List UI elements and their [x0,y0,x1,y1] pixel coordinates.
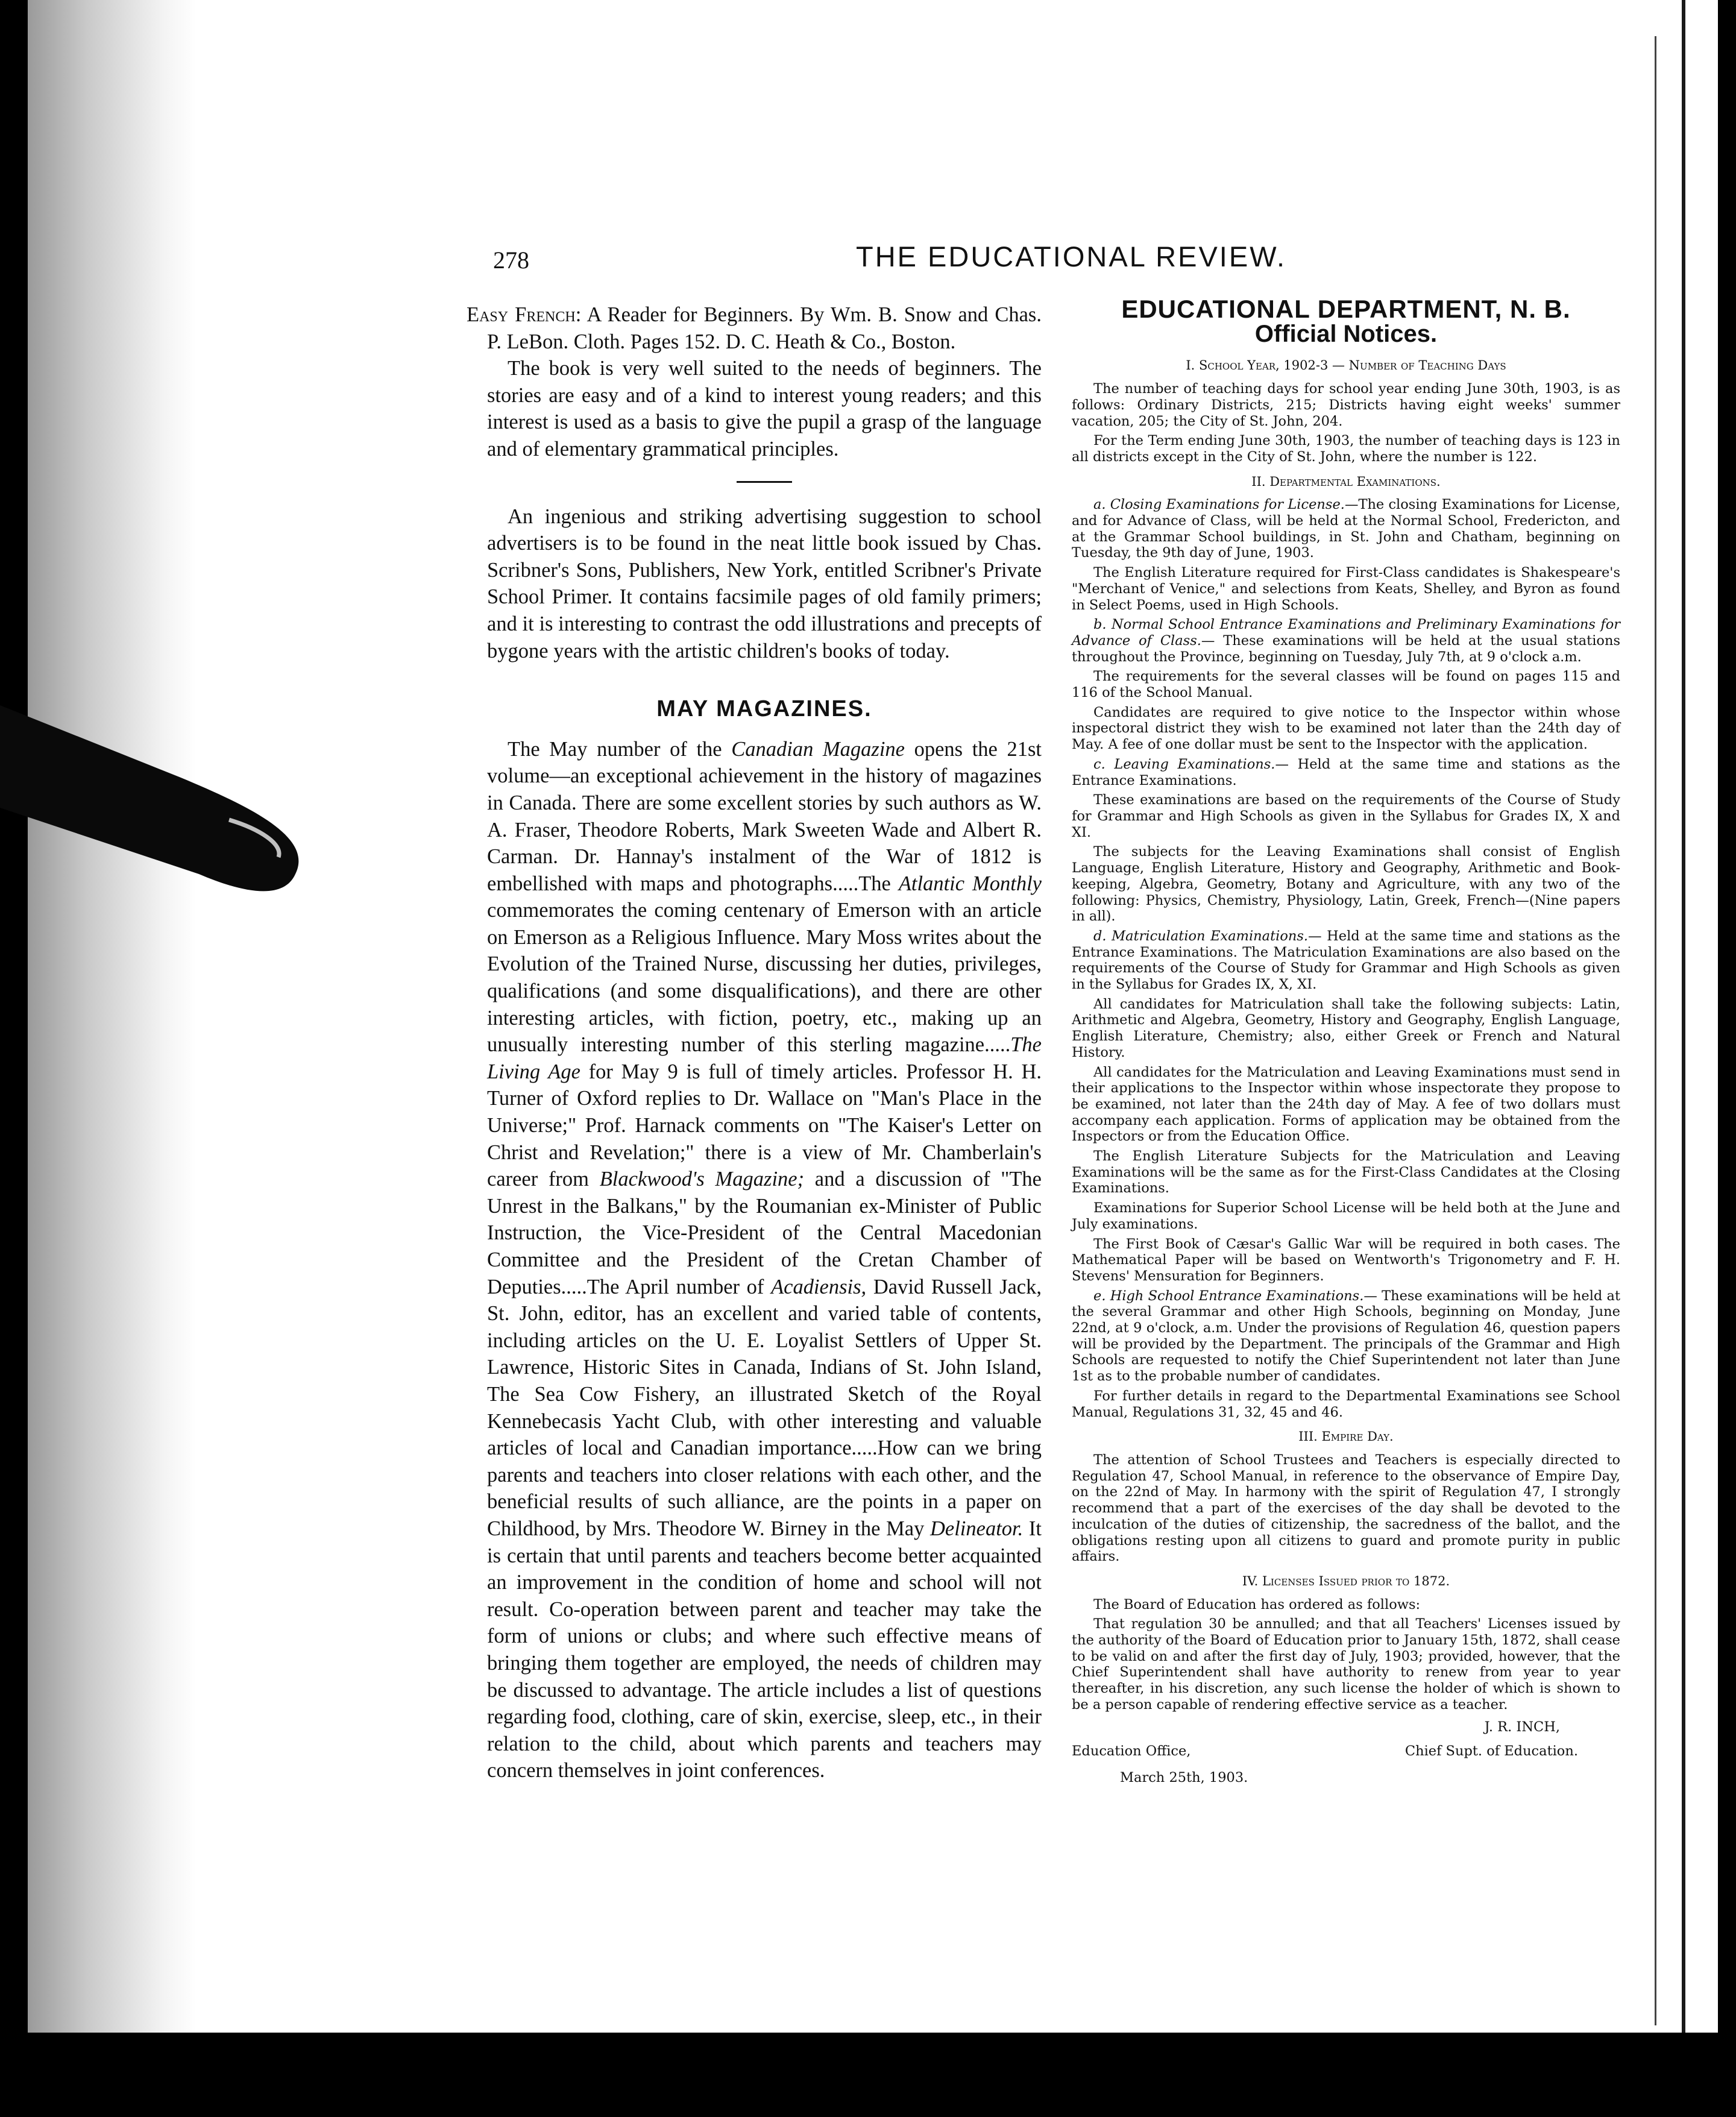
mag-text: for May 9 is full of timely articles. Professor H. H. Turner of Oxford replies to Dr. Wallace on "Man's Place in the Universe;" Prof. Harnack comments on "The Kaiser's Letter on Christ and Revelation;" there is a view of Mr. Chamberlain's career from [487,1060,1042,1191]
notice-paragraph [1072,617,1620,665]
item-text: —The closing Examinations for License, and for Advance of Class, will be held at the Normal School, Fredericton, and at the Grammar School buildings, in St. John and Chatham, beginning on Tuesday, the 9th day of June, 1903. [1072,497,1620,561]
mag-text: David Russell Jack, St. John, editor, has an excellent and varied table of contents, including articles on the U. E. Loyalist Settlers of Upper St. Lawrence, Historic Sites in Canada, Indians of St. John Island, The Sea Cow Fishery, an illustrated Sketch of the Royal Kennebecasis Yacht Club, with other interesting and valuable articles of local and Canadian importance.....How can we bring parents and teachers into closer relations with each other, and the beneficial results of such alliance, are the points in a paper on Childhood, by Mrs. Theodore W. Birney in the May [487,1275,1042,1540]
notice-paragraph: The Board of Education has ordered as follows: [1093,1596,1421,1612]
mag-title: Delineator. [929,1517,1024,1540]
notice-paragraph: The English Literature required for First-Class candidates is Shakespeare's "Merchant of Venice," and selections from Keats, Shelley, and Byron as found in Select Poems, used in High Schools. [1072,565,1620,613]
mag-title: Blackwood's Magazine; [599,1168,805,1191]
notice-paragraph [1072,1288,1620,1385]
section-heading: III. Empire Day. [1298,1429,1394,1444]
signature-name: J. R. INCH, [1484,1719,1560,1735]
notice-paragraph: For further details in regard to the Departmental Examinations see School Manual, Regulations 31, 32, 45 and 46. [1072,1388,1620,1420]
notice-paragraph: For the Term ending June 30th, 1903, the number of teaching days is 123 in all districts except in the City of St. John, where the number is 122. [1072,433,1620,465]
item-label: a. Closing Examinations for License. [1093,497,1345,513]
notice-paragraph: All candidates for the Matriculation and Leaving Examinations must send in their applications to the Inspector within whose inspectorate they propose to be examined, not later than the 24th day of May. A fee of two dollars must accompany each application. Forms of application may be obtained from the Inspectors or from the Education Office. [1072,1064,1620,1145]
running-head: THE EDUCATIONAL REVIEW. [856,241,1287,272]
magazines-heading: MAY MAGAZINES. [656,696,872,722]
department-subtitle: Official Notices. [1254,320,1438,347]
item-text: — These examinations will be held at the several Grammar and other High Schools, beginning on Monday, June 22nd, at 9 o'clock, a.m. Under the provisions of Regulation 46, question papers will be provided by the Department. The principals of the Grammar and High Schools are requested to notify the Chief Superintendent not later than June 1st as to the probable number of candidates. [1072,1288,1620,1385]
page-number: 278 [493,247,529,274]
book-title: Easy French [467,303,576,326]
notice-paragraph: That regulation 30 be annulled; and that all Teachers' Licenses issued by the authority of the Board of Education prior to January 15th, 1872, shall cease to be valid on and after the first day of July, 1903; provided, however, that the Chief Superintendent shall have authority to renew from year to year thereafter, in his discretion, any such license the holder of which is shown to be a person capable of rendering effective service as a teacher. [1072,1616,1620,1713]
primer-paragraph: An ingenious and striking advertising suggestion to school advertisers is to be found in the neat little book issued by Chas. Scribner's Sons, Publishers, New York, entitled Scribner's Private School Primer. It contains facsimile pages of old family primers; and it is interesting to contrast the odd illustrations and precepts of bygone years with the artistic children's books of today. [487,505,1042,662]
mag-text: and a discussion of "The Unrest in the Balkans," by the Roumanian ex-Minister of Public Instruction, the Vice-President of the Central Macedonian Committee and the President of the Cretan Chamber of Deputies.....The April number of [487,1168,1042,1298]
mag-text: opens the 21st volume—an exceptional achievement in the history of magazines in Canada. There are some excellent stories by such authors as W. A. Fraser, Theodore Roberts, Mark Sweeten Wade and Albert R. Carman. Dr. Hannay's instalment of the War of 1812 is embellished with maps and photographs.....The [487,737,1042,895]
notice-paragraph: The First Book of Cæsar's Gallic War will be required in both cases. The Mathematical Paper will be based on Wentworth's Trigonometry and F. H. Stevens' Mensuration for Beginners. [1072,1236,1620,1284]
book-details: : A Reader for Beginners. By Wm. B. Snow and Chas. P. LeBon. Cloth. Pages 152. D. C. Heath & Co., Boston. [487,303,1042,353]
binding-edge [1682,0,1685,2033]
notice-paragraph: The attention of School Trustees and Teachers is especially directed to Regulation 47, School Manual, in reference to the observance of Empire Day, on the 22nd of May. In harmony with the spirit of Regulation 47, I strongly recommend that a part of the exercises of the day shall be devoted to the inculcation of the duties of citizenship, the sacredness of the ballot, and the obligations resting upon all citizens to guard and promote purity in public affairs. [1072,1452,1620,1565]
section-heading: II. Departmental Examinations. [1251,474,1441,489]
notice-paragraph: All candidates for Matriculation shall take the following subjects: Latin, Arithmetic and Algebra, Geometry, History and Geography, English Language, English Literature, Chemistry; also, either Greek or French and Natural History. [1072,996,1620,1060]
mag-text: The May number of the [508,737,732,761]
mag-text: It is certain that until parents and teachers become better acquainted an improvement in the condition of home and school will not result. Co-operation between parent and teacher may take the form of unions or clubs; and where such effective means of bringing them together are employed, the needs of children may be discussed to advantage. The article includes a list of questions regarding food, clothing, care of skin, exercise, sleep, etc., in their relation to the child, about which parents and teachers may concern themselves in joint conferences. [487,1517,1042,1782]
item-text: — These examinations will be held at the usual stations throughout the Province, beginning on Tuesday, July 7th, at 9 o'clock a.m. [1072,632,1620,665]
notice-paragraph: The subjects for the Leaving Examinations shall consist of English Language, English Literature, History and Geography, Arithmetic and Book-keeping, Algebra, Geometry, Botany and Agriculture, with any two of the following: Physics, Chemistry, Physiology, Latin, Greek, French—(Nine papers in all). [1072,844,1620,925]
item-label: d. Matriculation Examinations. [1093,928,1309,944]
thumb-shadow-image [0,693,313,958]
scan-border-left [0,0,28,2117]
item-text: — Held at the same time and stations as the Entrance Examinations. [1072,756,1621,788]
page-edge-line [1655,36,1656,2025]
mag-title: Atlantic Monthly [898,872,1042,895]
item-label: b. Normal School Entrance Examinations and Preliminary Examinations for Advance of Class. [1072,617,1620,649]
notice-paragraph: The number of teaching days for school year ending June 30th, 1903, is as follows: Ordinary Districts, 215; Districts having eight weeks' summer vacation, 205; the City of St. John, 204. [1072,381,1620,429]
mag-title: Canadian Magazine [731,737,905,761]
notice-paragraph: Examinations for Superior School License will be held both at the June and July examinations. [1072,1200,1620,1232]
signature-title: Chief Supt. of Education. [1404,1743,1578,1759]
book-entry [467,301,1042,355]
notice-paragraph: The English Literature Subjects for the Matriculation and Leaving Examinations will be the same as for the First-Class Candidates at the Closing Examinations. [1072,1148,1620,1197]
mag-title: The Living Age [487,1033,1042,1083]
section-divider [737,481,792,483]
signature-office: Education Office, [1072,1743,1191,1759]
mag-text: commemorates the coming centenary of Emerson with an article on Emerson as a Religious Influence. Mary Moss writes about the Evolution of the Trained Nurse, discussing her duties, privileges, qualifications (and some disqualifications), and there are other interesting articles, with fiction, poetry, etc., making up an unusually interesting number of this sterling magazine..... [487,899,1042,1057]
right-column [1072,295,1621,1785]
page-curl-shadow [28,0,197,2033]
mag-title: Acadiensis, [771,1275,867,1298]
item-text: — Held at the same time and stations as the Entrance Examinations. The Matriculation Examinations are also based on the requirements of the Course of Study for Grammar and High Schools as given in the Syllabus for Grades IX, X, XI. [1072,928,1620,993]
notice-paragraph [1072,757,1620,788]
scan-border-bottom [0,2033,1736,2117]
item-label: c. Leaving Examinations. [1093,756,1275,772]
item-label: e. High School Entrance Examinations. [1093,1288,1364,1304]
scan-border-right [1718,0,1736,2117]
signature-date: March 25th, 1903. [1120,1769,1248,1785]
department-title: EDUCATIONAL DEPARTMENT, N. B. [1121,295,1571,323]
signature-row [1072,1743,1620,1761]
book-review: The book is very well suited to the needs of beginners. The stories are easy and of a kind to interest young readers; and this interest is used as a basis to give the pupil a grasp of the language and of elementary grammatical principles. [487,357,1042,461]
notice-paragraph [1072,497,1620,561]
notice-paragraph [1072,928,1620,993]
magazines-paragraph [487,736,1042,1784]
section-heading: I. School Year, 1902-3 — Number of Teaching Days [1186,358,1506,373]
notice-paragraph: The requirements for the several classes will be found on pages 115 and 116 of the School Manual. [1072,668,1620,701]
notice-paragraph: Candidates are required to give notice to the Inspector within whose inspectoral district they wish to be examined not later than the 24th day of May. A fee of one dollar must be sent to the Inspector with the application. [1072,704,1620,753]
notice-paragraph: These examinations are based on the requirements of the Course of Study for Grammar and High Schools as given in the Syllabus for Grades IX, X and XI. [1072,792,1620,840]
section-heading: IV. Licenses Issued prior to 1872. [1242,1573,1450,1588]
left-column [467,301,1042,1784]
